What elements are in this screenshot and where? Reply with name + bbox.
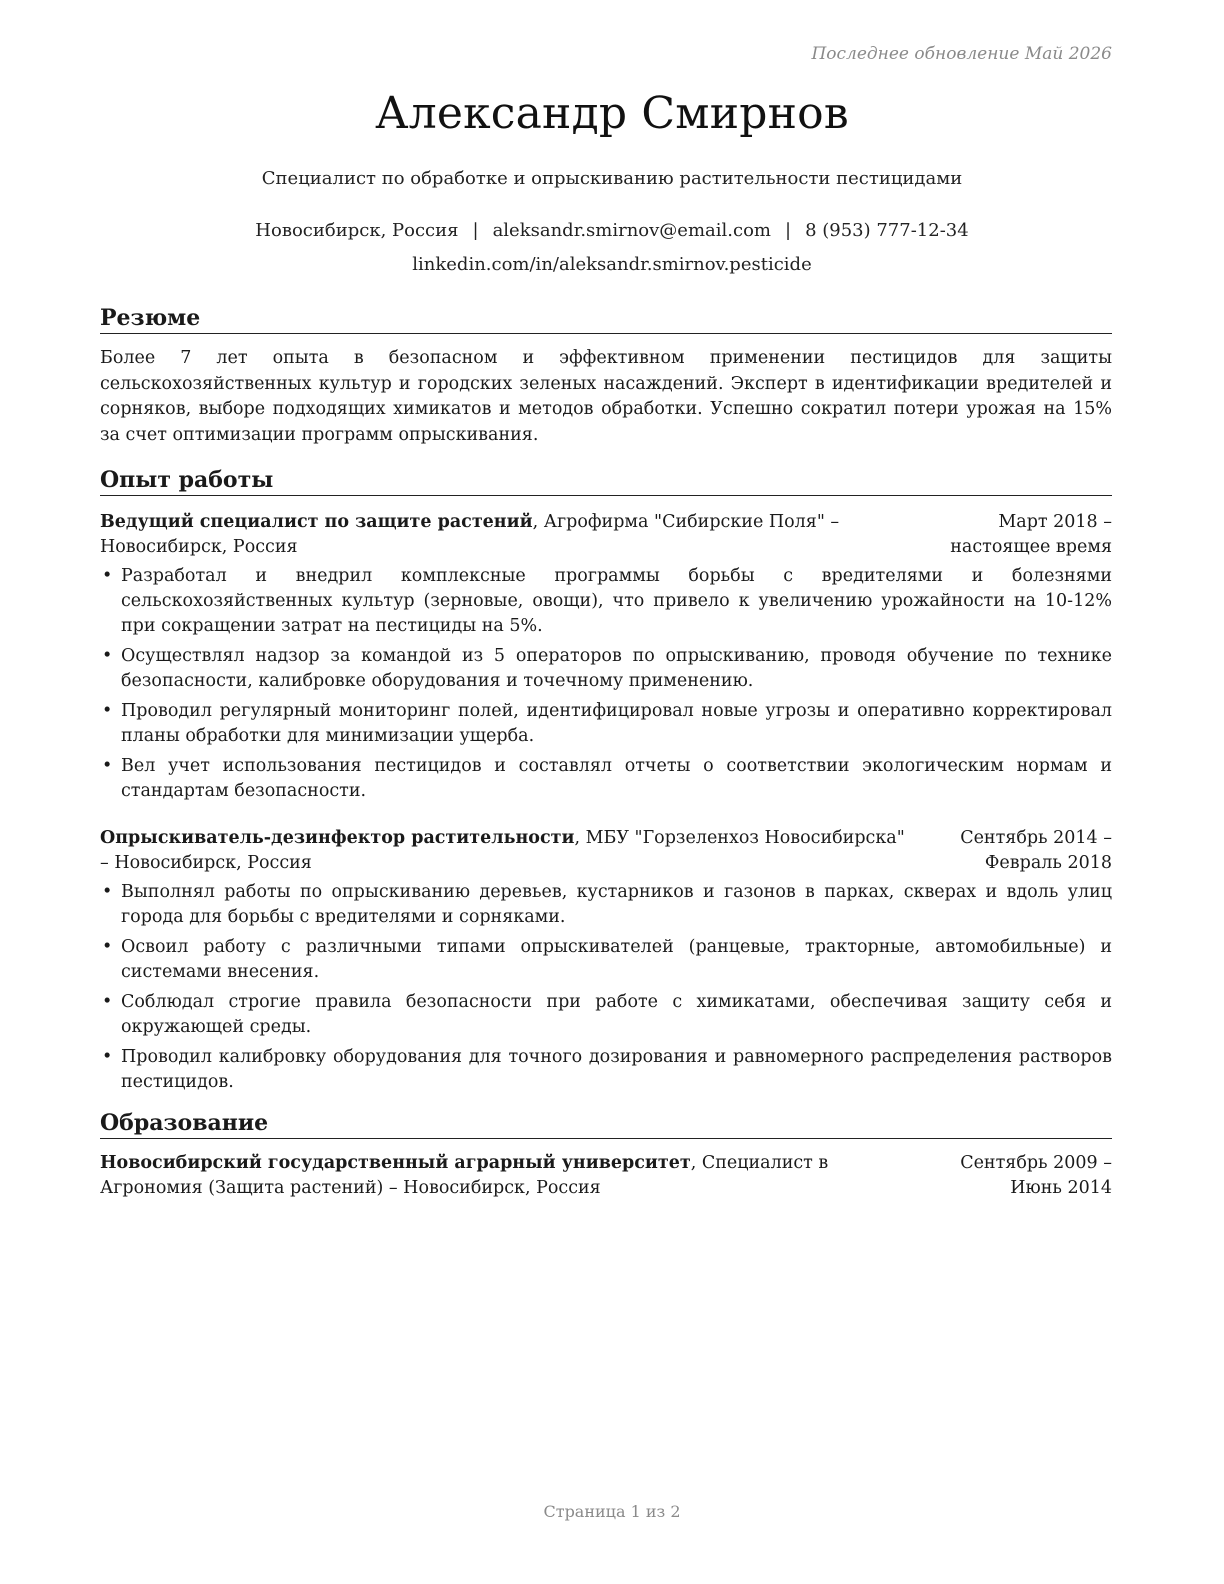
job-header <box>100 510 1112 560</box>
section-title-education: Образование <box>100 1109 1112 1139</box>
job-title-subtitle: Специалист по обработке и опрыскиванию растительности пестицидами <box>261 168 963 189</box>
contact-line <box>0 220 1224 241</box>
candidate-name: Александр Смирнов <box>375 88 849 139</box>
list-item: • Вел учет использования пестицидов и составлял отчеты о соответствии экологическим нормам и стандартам безопасности. <box>100 754 1112 804</box>
list-item: • Выполнял работы по опрыскиванию деревьев, кустарников и газонов в парках, скверах и вдоль улиц города для борьбы с вредителями и сорняками. <box>100 880 1112 930</box>
list-item: • Соблюдал строгие правила безопасности при работе с химикатами, обеспечивая защиту себя и окружающей среды. <box>100 990 1112 1040</box>
job-dates: Март 2018 – настоящее время <box>950 512 1112 557</box>
education-institution: Новосибирский государственный аграрный университет <box>100 1153 691 1173</box>
education-line <box>100 1151 912 1201</box>
location-text: Новосибирск, Россия <box>255 220 459 241</box>
page-number: Страница 1 из 2 <box>543 1502 681 1521</box>
education-dates: Сентябрь 2009 – Июнь 2014 <box>960 1153 1112 1198</box>
job-dates: Сентябрь 2014 – Февраль 2018 <box>960 828 1112 873</box>
list-item: • Освоил работу с различными типами опрыскивателей (ранцевые, тракторные, автомобильные) и системами внесения. <box>100 935 1112 985</box>
section-title-summary: Резюме <box>100 304 1112 334</box>
job-entry <box>100 510 1112 804</box>
job-header <box>100 826 1112 876</box>
job-company: , Агрофирма "Сибирские Поля" – Новосибирск, Россия <box>100 512 840 557</box>
last-updated-note: Последнее обновление Май 2026 <box>811 44 1112 64</box>
job-bullets <box>100 880 1112 1095</box>
separator: | <box>472 220 479 241</box>
education-degree: , Специалист в Агрономия (Защита растений) – Новосибирск, Россия <box>100 1153 829 1198</box>
job-bullets <box>100 564 1112 804</box>
job-entry <box>100 826 1112 1095</box>
list-item: • Разработал и внедрил комплексные программы борьбы с вредителями и болезнями сельскохозяйственных культур (зерновые, овощи), что привело к увеличению урожайности на 10-12% при сокращении затрат на пестициды на 5%. <box>100 564 1112 639</box>
job-role: Ведущий специалист по защите растений <box>100 512 533 532</box>
email-link[interactable]: aleksandr.smirnov@email.com <box>492 220 771 241</box>
separator: | <box>784 220 792 241</box>
list-item: • Проводил калибровку оборудования для точного дозирования и равномерного распределения растворов пестицидов. <box>100 1045 1112 1095</box>
summary-text: Более 7 лет опыта в безопасном и эффективном применении пестицидов для защиты сельскохозяйственных культур и городских зеленых насаждений. Эксперт в идентификации вредителей и сорняков, выборе подходящих химикатов и методов обработки. Успешно сократил потери урожая на 15% за счет оптимизации программ опрыскивания. <box>100 348 1112 445</box>
list-item: • Осуществлял надзор за командой из 5 операторов по опрыскиванию, проводя обучение по технике безопасности, калибровке оборудования и точечному применению. <box>100 644 1112 694</box>
job-company: , МБУ "Горзеленхоз Новосибирска" – Новосибирск, Россия <box>100 828 905 873</box>
education-section <box>100 1109 1112 1201</box>
job-role-line <box>100 510 927 560</box>
job-role: Опрыскиватель-дезинфектор растительности <box>100 828 575 848</box>
education-header <box>100 1151 1112 1201</box>
list-item: • Проводил регулярный мониторинг полей, идентифицировал новые угрозы и оперативно корректировал планы обработки для минимизации ущерба. <box>100 699 1112 749</box>
resume-body <box>100 304 1112 1201</box>
section-title-experience: Опыт работы <box>100 466 1112 496</box>
job-role-line <box>100 826 912 876</box>
phone-text: 8 (953) 777-12-34 <box>805 220 969 241</box>
education-entry <box>100 1151 1112 1201</box>
linkedin-link[interactable]: linkedin.com/in/aleksandr.smirnov.pesticide <box>412 254 812 275</box>
